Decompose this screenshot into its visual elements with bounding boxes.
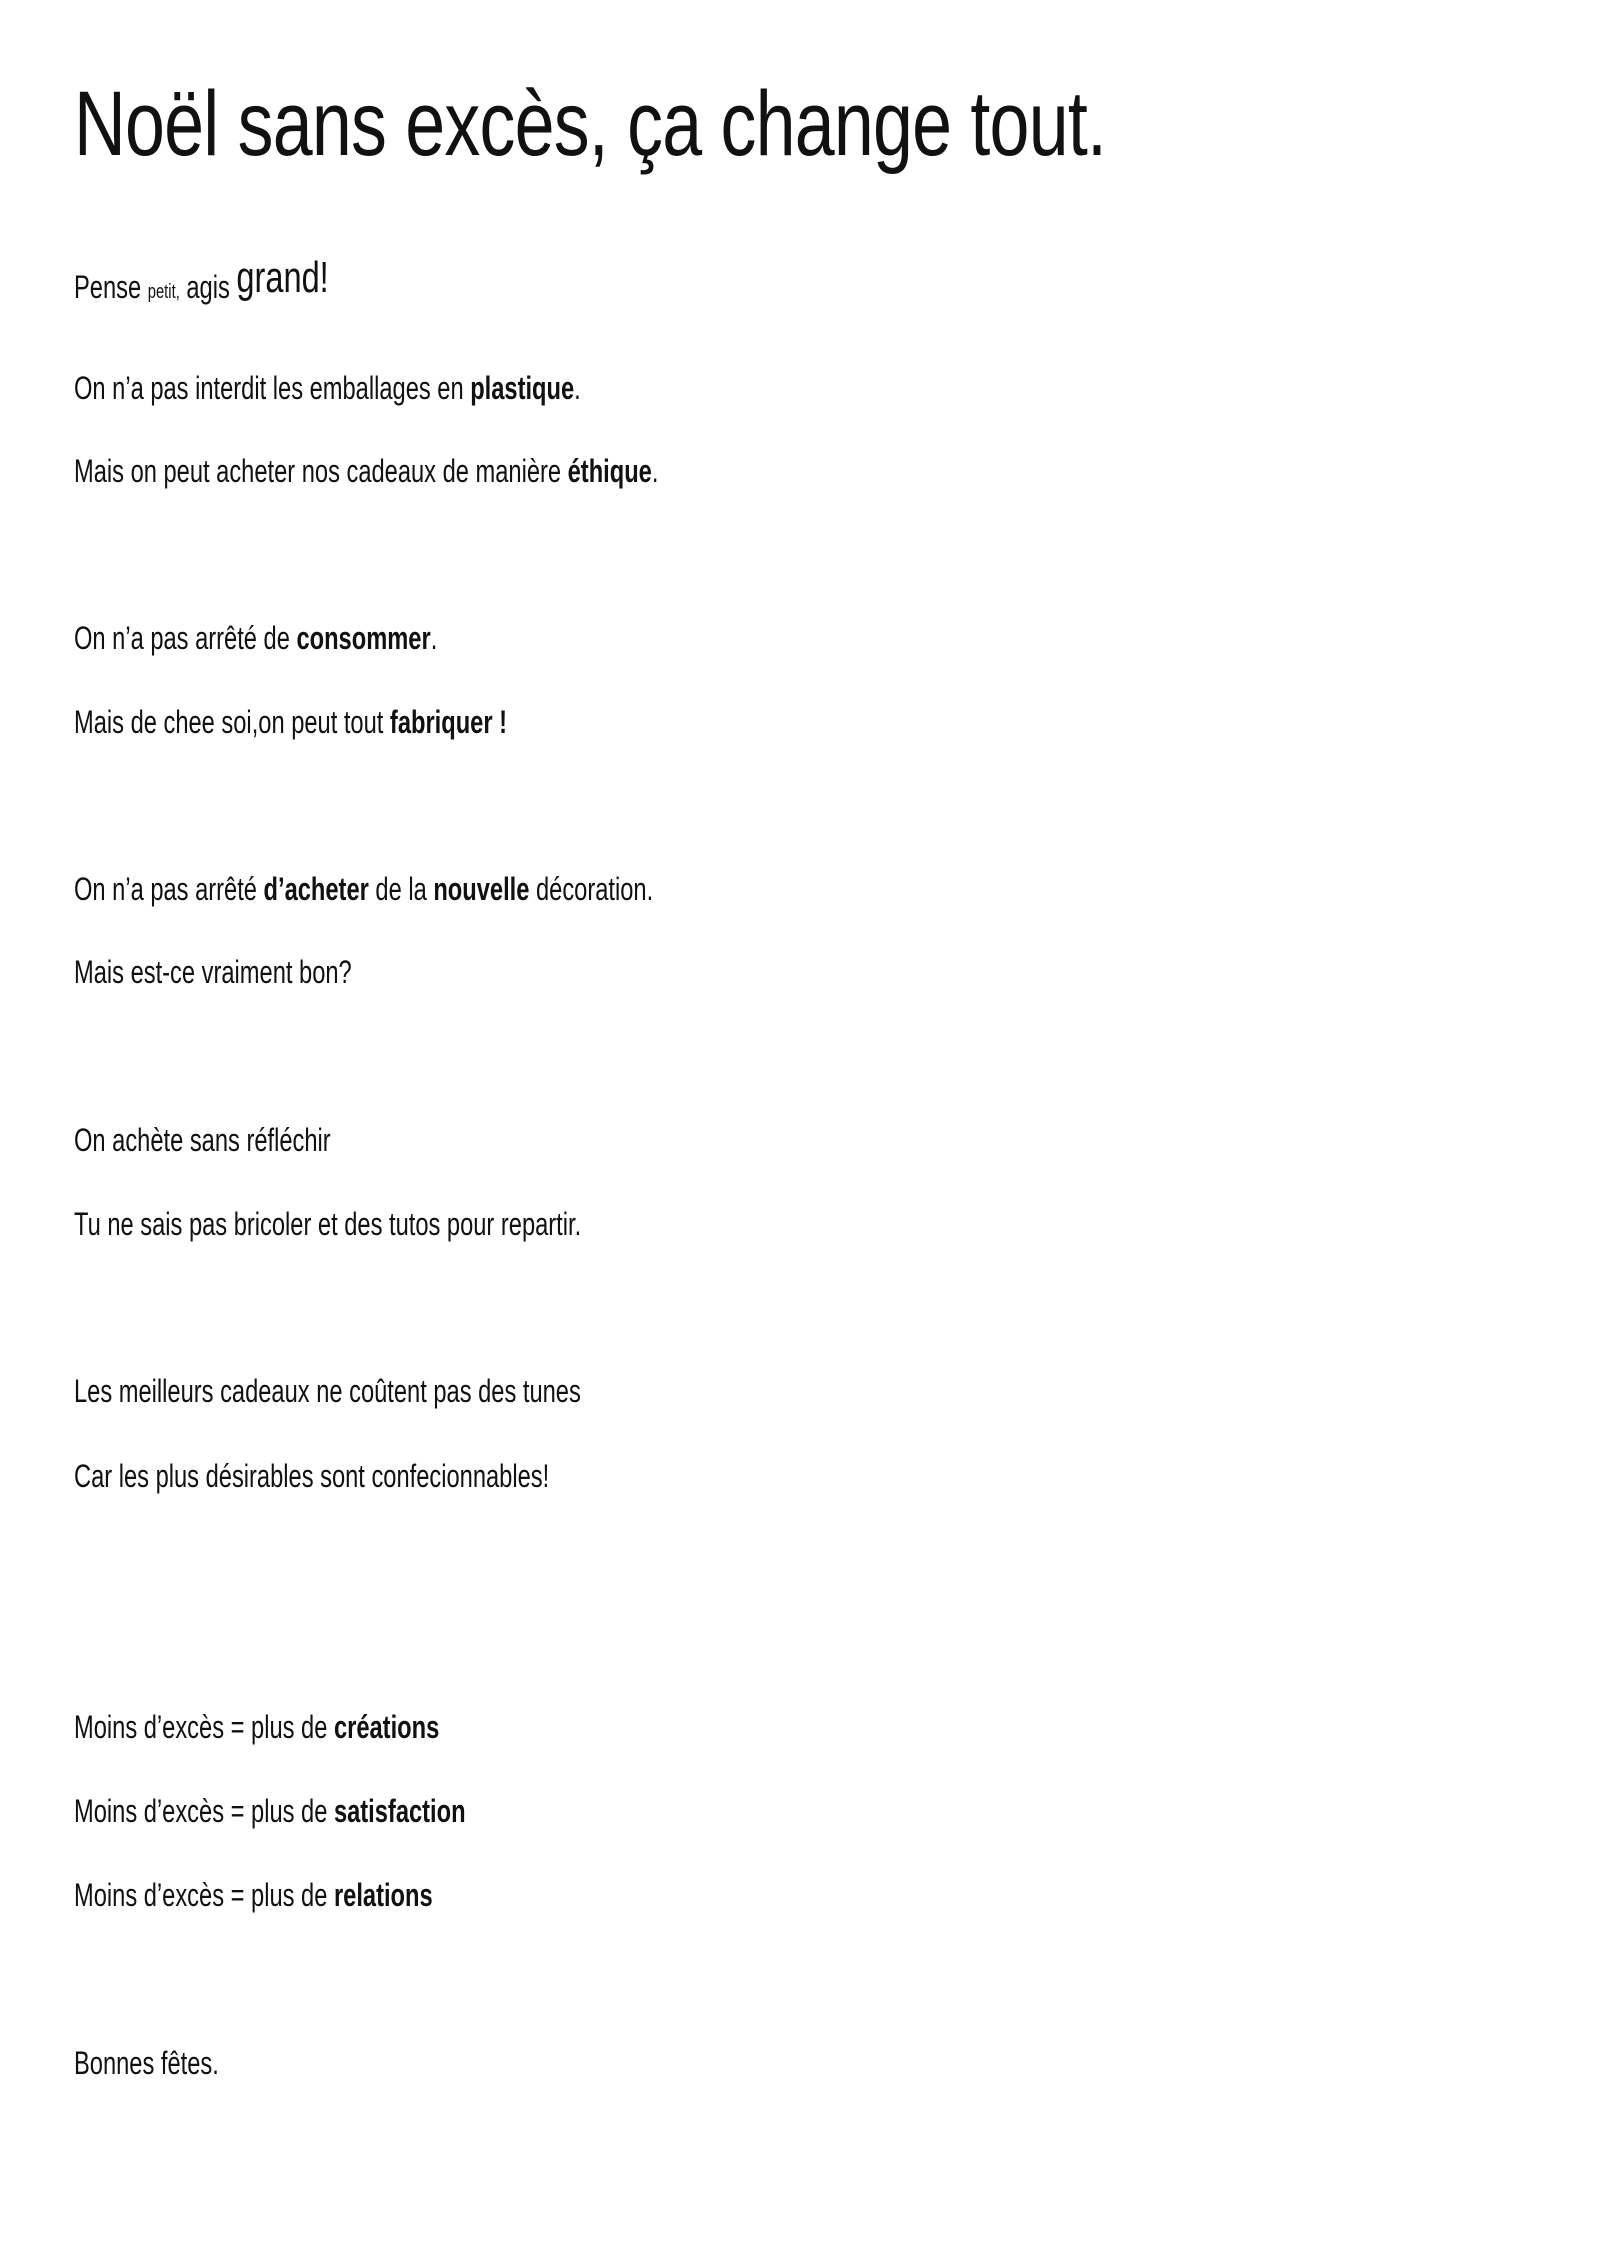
line-text: Bonnes fêtes.: [74, 2045, 219, 2081]
line-end: .: [430, 620, 438, 656]
text-line: [74, 1879, 433, 1911]
tagline-part-2: petit,: [147, 281, 180, 303]
line-bold-2: nouvelle: [433, 871, 530, 907]
line-bold: consommer: [296, 620, 431, 656]
text-line: [74, 1711, 439, 1743]
line-text: Mais on peut acheter nos cadeaux de manière: [74, 453, 568, 489]
line-text: On n’a pas interdit les emballages en: [74, 370, 471, 406]
line-text: Moins d’excès = plus de: [74, 1793, 334, 1829]
text-line: [74, 1795, 466, 1827]
line-bold: d’acheter: [263, 871, 369, 907]
line-text: Car les plus désirables sont confecionnables!: [74, 1458, 550, 1494]
text-line: [74, 2047, 219, 2079]
line-bold: satisfaction: [333, 1793, 466, 1829]
text-line: [74, 1460, 549, 1492]
text-line: [74, 1208, 581, 1240]
line-text: Les meilleurs cadeaux ne coûtent pas des tunes: [74, 1373, 581, 1409]
line-text: Tu ne sais pas bricoler et des tutos pour repartir.: [74, 1206, 582, 1242]
line-end: .: [574, 370, 581, 406]
line-text: On n’a pas arrêté de: [74, 620, 297, 656]
text-line: [74, 622, 437, 654]
tagline-part-3: agis: [179, 269, 237, 305]
text-line: [74, 706, 507, 738]
text-line: [74, 873, 653, 905]
text-line: [74, 1124, 331, 1156]
line-text: Moins d’excès = plus de: [74, 1709, 334, 1745]
line-text: On n’a pas arrêté: [74, 871, 264, 907]
line-text: Mais est-ce vraiment bon?: [74, 954, 352, 990]
line-bold: créations: [333, 1709, 440, 1745]
page-title: Noël sans excès, ça change tout.: [74, 73, 1107, 175]
line-bold: fabriquer !: [389, 704, 508, 740]
text-line: [74, 455, 658, 487]
text-line: [74, 956, 352, 988]
text-line: [74, 372, 581, 404]
tagline-part-1: Pense: [74, 269, 148, 305]
line-end: décoration.: [529, 871, 654, 907]
line-bold: éthique: [567, 453, 652, 489]
line-text: On achète sans réfléchir: [74, 1122, 331, 1158]
line-end: .: [651, 453, 659, 489]
line-bold: relations: [333, 1877, 433, 1913]
line-text: Mais de chee soi,on peut tout: [74, 704, 390, 740]
line-mid: de la: [368, 871, 434, 907]
tagline-part-4: grand!: [236, 253, 329, 302]
line-bold: plastique: [470, 370, 575, 406]
text-line: [74, 1375, 581, 1407]
tagline: [74, 253, 329, 306]
line-text: Moins d’excès = plus de: [74, 1877, 334, 1913]
